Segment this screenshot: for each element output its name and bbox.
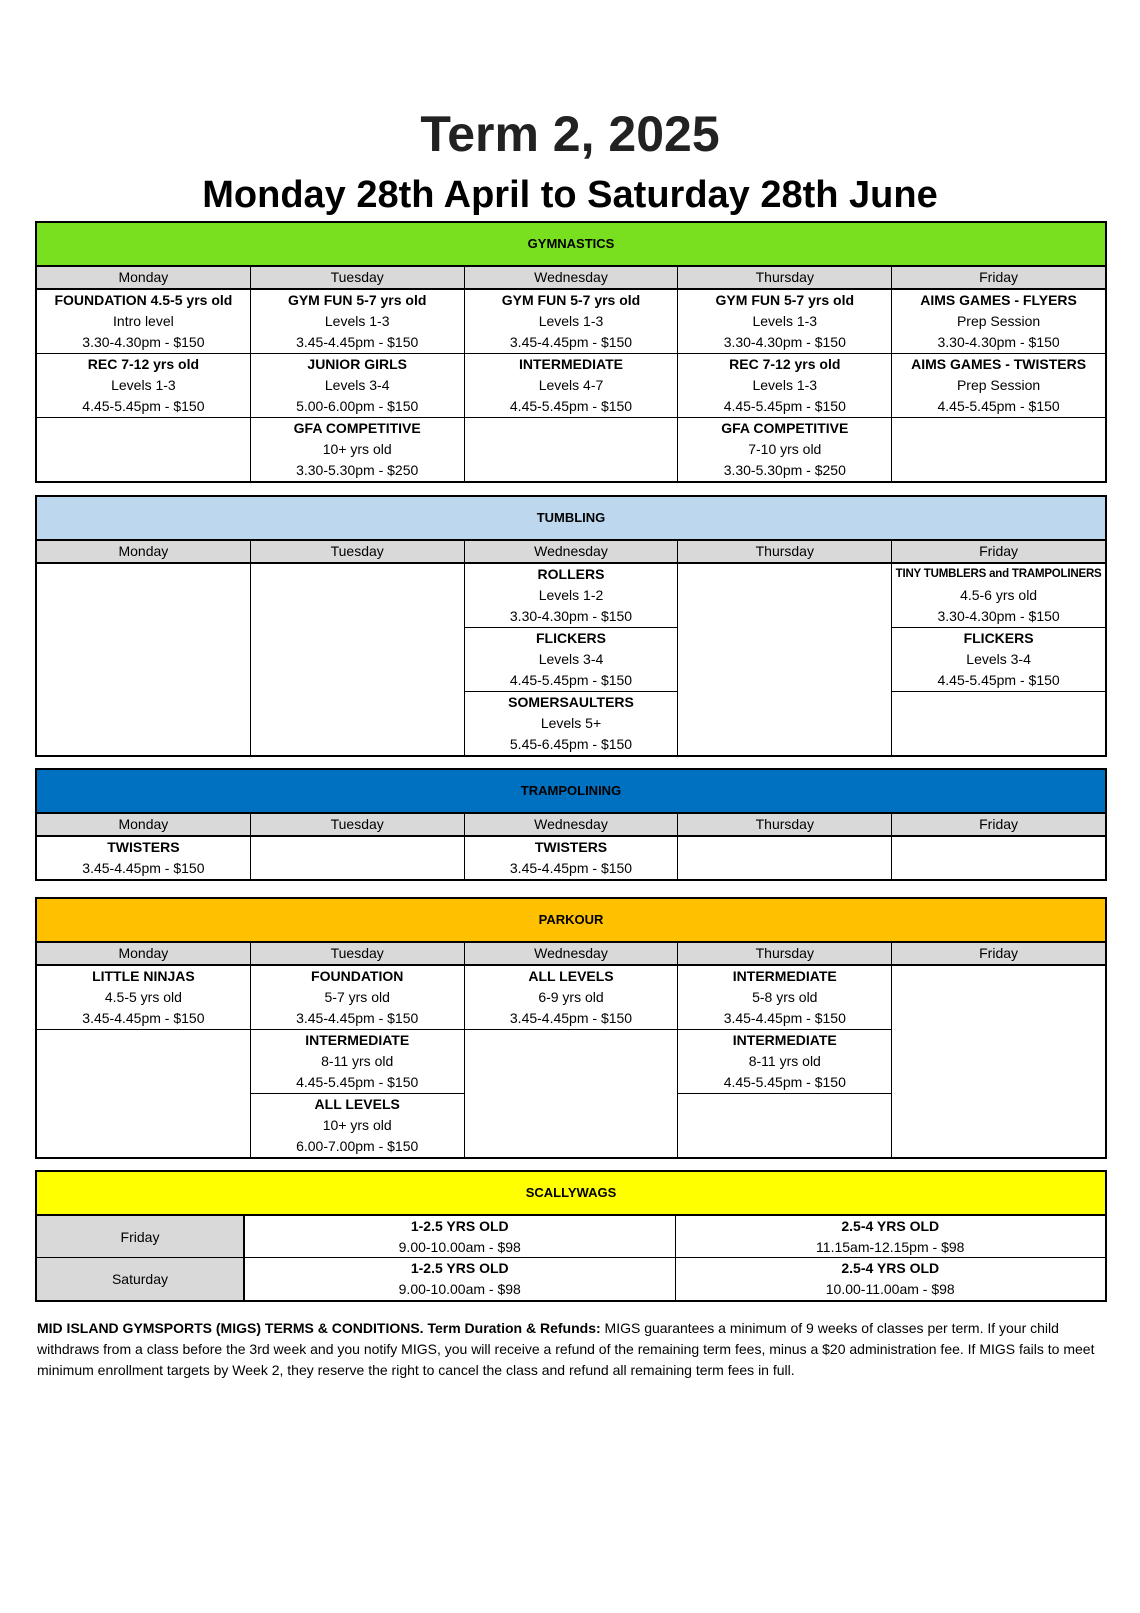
class-detail: Levels 5+: [540, 715, 602, 731]
class-time-price: 3.30-4.30pm - $150: [937, 608, 1060, 624]
class-entry: [892, 564, 1105, 628]
trampolining-column-tuesday: [250, 814, 464, 879]
day-header: Wednesday: [465, 814, 678, 837]
term-dates: Monday 28th April to Saturday 28th June: [202, 174, 938, 216]
class-name: JUNIOR GIRLS: [307, 356, 407, 372]
class-entry: [892, 354, 1105, 418]
class-entry: [465, 290, 678, 354]
class-time-price: 3.45-4.45pm - $150: [723, 1010, 846, 1026]
day-header: Monday: [37, 814, 250, 837]
gymnastics-column-thursday: [677, 267, 891, 481]
class-name: INTERMEDIATE: [732, 968, 837, 984]
class-entry: [678, 966, 891, 1030]
class-entry: [251, 354, 464, 418]
day-header: Wednesday: [465, 541, 678, 564]
class-entry: [37, 837, 250, 879]
gymnastics-column-monday: [37, 267, 250, 481]
empty-slot: [678, 564, 891, 753]
class-entry: [251, 290, 464, 354]
gymnastics-table: [35, 221, 1107, 483]
empty-slot: [251, 564, 464, 753]
class-name: INTERMEDIATE: [732, 1032, 837, 1048]
trampolining-column-thursday: [677, 814, 891, 879]
day-header: Monday: [37, 541, 250, 564]
gymnastics-grid: [37, 267, 1105, 481]
day-header: Monday: [37, 943, 250, 966]
parkour-grid: [37, 943, 1105, 1157]
day-header: Wednesday: [465, 943, 678, 966]
page-title: Term 2, 2025: [420, 106, 720, 162]
class-detail: Levels 1-3: [538, 313, 604, 329]
class-entry: [251, 418, 464, 481]
class-entry: [678, 290, 891, 354]
class-detail: Levels 1-3: [752, 313, 818, 329]
class-entry: [251, 1094, 464, 1157]
class-detail: Levels 1-3: [324, 313, 390, 329]
tumbling-column-friday: [891, 541, 1105, 755]
class-time-price: 4.45-5.45pm - $150: [723, 1074, 846, 1090]
tumbling-grid: [37, 541, 1105, 755]
tumbling-column-tuesday: [250, 541, 464, 755]
class-entry: [892, 628, 1105, 692]
day-header: Tuesday: [251, 541, 464, 564]
class-entry: [37, 966, 250, 1030]
scallywags-day: Saturday: [37, 1258, 244, 1300]
empty-slot: [37, 1030, 250, 1156]
class-name: FLICKERS: [963, 630, 1034, 646]
class-entry: [678, 354, 891, 418]
gymnastics-column-tuesday: [250, 267, 464, 481]
class-entry: [465, 837, 678, 879]
empty-slot: [892, 837, 1105, 879]
class-time-price: 10.00-11.00am - $98: [825, 1281, 955, 1297]
class-name: SOMERSAULTERS: [508, 694, 634, 710]
class-detail: Intro level: [113, 313, 174, 329]
scallywags-class: [244, 1258, 675, 1300]
class-name: GFA COMPETITIVE: [293, 420, 421, 436]
class-time-price: 3.30-5.30pm - $250: [296, 462, 419, 478]
class-time-price: 3.30-4.30pm - $150: [937, 334, 1060, 350]
day-header: Monday: [37, 267, 250, 290]
parkour-column-thursday: [677, 943, 891, 1157]
class-time-price: 3.30-4.30pm - $150: [723, 334, 846, 350]
class-detail: 6-9 yrs old: [538, 989, 604, 1005]
class-time-price: 4.45-5.45pm - $150: [723, 398, 846, 414]
empty-slot: [892, 418, 1105, 481]
class-time-price: 3.45-4.45pm - $150: [296, 334, 419, 350]
class-detail: 5-7 yrs old: [324, 989, 390, 1005]
day-header: Wednesday: [465, 267, 678, 290]
scallywags-heading: SCALLYWAGS: [37, 1172, 1105, 1216]
scallywags-row: [37, 1258, 1105, 1300]
class-detail: Levels 3-4: [324, 377, 390, 393]
class-entry: [465, 354, 678, 418]
class-entry: [892, 290, 1105, 354]
trampolining-heading: TRAMPOLINING: [37, 770, 1105, 814]
empty-slot: [37, 564, 250, 753]
class-time-price: 3.45-4.45pm - $150: [296, 1010, 419, 1026]
day-header: Tuesday: [251, 943, 464, 966]
day-header: Friday: [892, 814, 1105, 837]
day-header: Tuesday: [251, 267, 464, 290]
tumbling-column-thursday: [677, 541, 891, 755]
class-detail: Levels 3-4: [538, 651, 604, 667]
class-entry: [251, 1030, 464, 1094]
trampolining-grid: [37, 814, 1105, 879]
class-name: FOUNDATION 4.5-5 yrs old: [54, 292, 233, 308]
scallywags-table: [35, 1170, 1107, 1302]
class-time-price: 3.30-4.30pm - $150: [82, 334, 205, 350]
terms-body: MIGS guarantees a minimum of 9 weeks of classes per term. If your child withdraws from a class before the 3rd week and you notify MIGS, you will receive a refund of the remaining term fees, minus a $20 administration fee. If MIGS fails to meet minimum enrollment targets by Week 2, they reserve the right to cancel the class and refund all remaining term fees in full.: [37, 1320, 1095, 1378]
class-time-price: 4.45-5.45pm - $150: [509, 398, 633, 414]
parkour-column-wednesday: [464, 943, 678, 1157]
class-time-price: 3.30-5.30pm - $250: [723, 462, 846, 478]
class-entry: [465, 628, 678, 692]
class-name: FOUNDATION: [311, 968, 404, 984]
scallywags-class: [675, 1216, 1106, 1257]
class-time-price: 6.00-7.00pm - $150: [296, 1138, 419, 1154]
class-time-price: 3.30-4.30pm - $150: [509, 608, 633, 624]
class-time-price: 3.45-4.45pm - $150: [82, 1010, 205, 1026]
scallywags-row: [37, 1216, 1105, 1258]
trampolining-column-wednesday: [464, 814, 678, 879]
class-name: INTERMEDIATE: [305, 1032, 410, 1048]
day-header: Tuesday: [251, 814, 464, 837]
class-name: GFA COMPETITIVE: [721, 420, 849, 436]
class-time-price: 9.00-10.00am - $98: [398, 1281, 521, 1297]
tumbling-column-wednesday: [464, 541, 678, 755]
class-detail: Levels 4-7: [538, 377, 604, 393]
class-name: ALL LEVELS: [528, 968, 614, 984]
class-detail: 8-11 yrs old: [748, 1053, 821, 1069]
class-detail: Levels 1-3: [752, 377, 818, 393]
parkour-heading: PARKOUR: [37, 899, 1105, 943]
empty-slot: [678, 837, 891, 879]
scallywags-class: [675, 1258, 1106, 1300]
day-header: Thursday: [678, 814, 891, 837]
class-name: FLICKERS: [535, 630, 606, 646]
empty-slot: [892, 966, 1105, 1155]
day-header: Friday: [892, 541, 1105, 564]
class-detail: Levels 1-3: [111, 377, 176, 393]
day-header: Thursday: [678, 267, 891, 290]
parkour-column-friday: [891, 943, 1105, 1157]
class-entry: [37, 354, 250, 418]
class-time-price: 4.45-5.45pm - $150: [296, 1074, 419, 1090]
day-header: Friday: [892, 267, 1105, 290]
gymnastics-column-wednesday: [464, 267, 678, 481]
class-name: GYM FUN 5-7 yrs old: [287, 292, 427, 308]
class-time-price: 3.45-4.45pm - $150: [509, 334, 633, 350]
class-entry: [465, 564, 678, 628]
parkour-column-monday: [37, 943, 250, 1157]
terms-lead: MID ISLAND GYMSPORTS (MIGS) TERMS & CONDITIONS. Term Duration & Refunds:: [37, 1320, 601, 1336]
day-header: Thursday: [678, 541, 891, 564]
empty-slot: [251, 837, 464, 879]
class-time-price: 4.45-5.45pm - $150: [937, 672, 1060, 688]
class-entry: [465, 692, 678, 755]
class-name: LITTLE NINJAS: [92, 968, 195, 984]
tumbling-heading: TUMBLING: [37, 497, 1105, 541]
class-name: TINY TUMBLERS and TRAMPOLINERS: [895, 568, 1102, 580]
class-detail: 8-11 yrs old: [321, 1053, 394, 1069]
class-detail: Prep Session: [956, 377, 1041, 393]
class-detail: 4.5-6 yrs old: [960, 587, 1038, 603]
class-name: GYM FUN 5-7 yrs old: [715, 292, 855, 308]
class-name: 2.5-4 YRS OLD: [841, 1218, 940, 1234]
class-time-price: 4.45-5.45pm - $150: [82, 398, 205, 414]
empty-slot: [37, 418, 250, 481]
class-name: ROLLERS: [537, 566, 605, 582]
class-name: REC 7-12 yrs old: [87, 356, 200, 372]
class-name: REC 7-12 yrs old: [729, 356, 841, 372]
terms-and-conditions: [37, 1318, 1107, 1381]
class-name: AIMS GAMES - TWISTERS: [911, 356, 1087, 372]
class-time-price: 5.45-6.45pm - $150: [509, 736, 633, 752]
class-detail: 4.5-5 yrs old: [104, 989, 182, 1005]
class-time-price: 9.00-10.00am - $98: [398, 1239, 521, 1255]
tumbling-column-monday: [37, 541, 250, 755]
scallywags-class: [244, 1216, 675, 1257]
empty-slot: [678, 1094, 891, 1157]
day-header: Friday: [892, 943, 1105, 966]
parkour-column-tuesday: [250, 943, 464, 1157]
class-name: ALL LEVELS: [314, 1096, 400, 1112]
trampolining-column-friday: [891, 814, 1105, 879]
class-time-price: 3.45-4.45pm - $150: [509, 860, 633, 876]
tumbling-table: [35, 495, 1107, 757]
class-entry: [37, 290, 250, 354]
class-time-price: 4.45-5.45pm - $150: [509, 672, 633, 688]
class-time-price: 5.00-6.00pm - $150: [296, 398, 419, 414]
class-name: TWISTERS: [107, 839, 180, 855]
parkour-table: [35, 897, 1107, 1159]
class-entry: [251, 966, 464, 1030]
class-detail: 10+ yrs old: [322, 1117, 392, 1133]
gymnastics-heading: GYMNASTICS: [37, 223, 1105, 267]
class-entry: [678, 1030, 891, 1094]
class-entry: [465, 966, 678, 1030]
scallywags-day: Friday: [37, 1216, 244, 1257]
class-detail: Levels 3-4: [966, 651, 1031, 667]
class-detail: 10+ yrs old: [322, 441, 392, 457]
trampolining-column-monday: [37, 814, 250, 879]
empty-slot: [465, 1030, 678, 1156]
class-time-price: 3.45-4.45pm - $150: [82, 860, 205, 876]
class-time-price: 11.15am-12.15pm - $98: [816, 1239, 965, 1255]
class-name: INTERMEDIATE: [519, 356, 623, 372]
class-entry: [678, 418, 891, 481]
class-name: 1-2.5 YRS OLD: [410, 1260, 509, 1276]
day-header: Thursday: [678, 943, 891, 966]
class-name: GYM FUN 5-7 yrs old: [501, 292, 641, 308]
empty-slot: [465, 418, 678, 481]
gymnastics-column-friday: [891, 267, 1105, 481]
class-name: TWISTERS: [534, 839, 608, 855]
class-time-price: 3.45-4.45pm - $150: [509, 1010, 633, 1026]
class-detail: 7-10 yrs old: [748, 441, 822, 457]
class-detail: Prep Session: [956, 313, 1041, 329]
trampolining-table: [35, 768, 1107, 881]
empty-slot: [892, 692, 1105, 755]
class-detail: Levels 1-2: [538, 587, 604, 603]
class-name: 2.5-4 YRS OLD: [841, 1260, 940, 1276]
class-name: AIMS GAMES - FLYERS: [920, 292, 1077, 308]
class-time-price: 4.45-5.45pm - $150: [937, 398, 1060, 414]
class-name: 1-2.5 YRS OLD: [410, 1218, 509, 1234]
class-detail: 5-8 yrs old: [752, 989, 818, 1005]
